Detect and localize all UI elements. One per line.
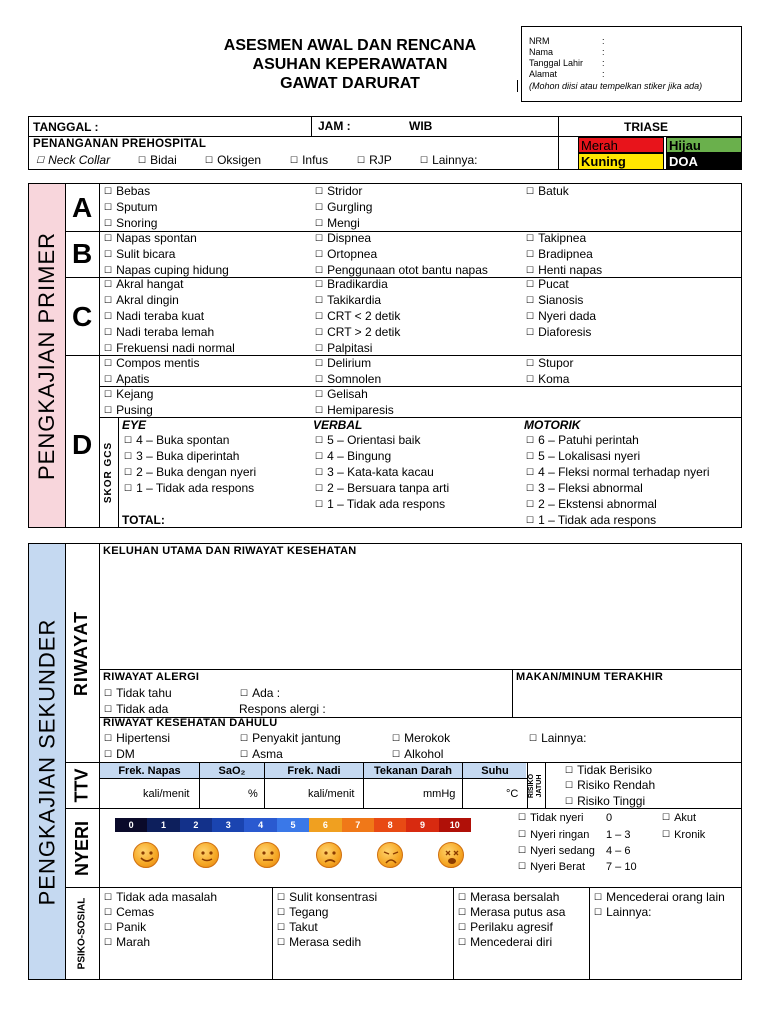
riwayat-label: RIWAYAT xyxy=(71,610,92,696)
colon: : xyxy=(602,47,605,57)
nyeri-sedang-range: 4 – 6 xyxy=(606,845,631,857)
pain-scale-cell[interactable]: 3 xyxy=(212,818,244,832)
pain-scale-bar xyxy=(115,818,471,832)
checkbox-ortopnea[interactable]: ☐ Ortopnea xyxy=(315,247,377,262)
checkbox-compos-mentis[interactable]: ☐ Compos mentis xyxy=(104,356,199,371)
checkbox-koma[interactable]: ☐ Koma xyxy=(526,372,569,387)
checkbox-alergi-tidak-tahu[interactable]: ☐ Tidak tahu xyxy=(104,686,172,701)
checkbox-bradikardia[interactable]: ☐ Bradikardia xyxy=(315,277,388,292)
checkbox-henti-napas[interactable]: ☐ Henti napas xyxy=(526,263,602,278)
checkbox-tidak-berisiko[interactable]: ☐ Tidak Berisiko xyxy=(565,763,652,778)
psiko-col-3 xyxy=(589,887,590,980)
checkbox-alergi-ada[interactable]: ☐ Ada : xyxy=(240,686,280,701)
colon: : xyxy=(602,69,605,79)
pain-face-8-icon xyxy=(377,842,403,868)
checkbox-eye-1[interactable]: ☐ 1 – Tidak ada respons xyxy=(124,481,254,496)
wib-label: WIB xyxy=(409,119,433,133)
triage-doa-label: DOA xyxy=(669,154,698,169)
checkbox-verbal-2[interactable]: ☐ 2 – Bersuara tanpa arti xyxy=(315,481,449,496)
checkbox-cemas[interactable]: ☐ Cemas xyxy=(104,905,154,920)
checkbox-alergi-tidak-ada[interactable]: ☐ Tidak ada xyxy=(104,702,168,717)
checkbox-pucat[interactable]: ☐ Pucat xyxy=(526,277,569,292)
pain-scale-cell[interactable]: 1 xyxy=(147,818,179,832)
row-divider-d2 xyxy=(99,417,742,418)
pain-face-2-icon xyxy=(193,842,219,868)
pain-scale-cell[interactable]: 8 xyxy=(374,818,406,832)
checkbox-crt-lebih-2[interactable]: ☐ CRT > 2 detik xyxy=(315,325,400,340)
checkbox-somnolen[interactable]: ☐ Somnolen xyxy=(315,372,381,387)
checkbox-sulit-konsentrasi[interactable]: ☐ Sulit konsentrasi xyxy=(277,890,377,905)
checkbox-neck-collar[interactable]: ☐ Neck Collar xyxy=(36,153,110,168)
checkbox-dm[interactable]: ☐ DM xyxy=(104,747,135,762)
gcs-label-divider xyxy=(118,417,119,528)
checkbox-mencederai-diri[interactable]: ☐ Mencederai diri xyxy=(458,935,552,950)
airway-letter: A xyxy=(72,192,93,223)
sticker-note: (Mohon diisi atau tempelkan stiker jika ada) xyxy=(529,81,703,91)
pain-scale-cell[interactable]: 0 xyxy=(115,818,147,832)
checkbox-lainnya[interactable]: ☐ Lainnya: xyxy=(420,153,477,168)
form-title xyxy=(190,36,510,93)
triage-kuning[interactable] xyxy=(578,153,664,170)
checkbox-perilaku-agresif[interactable]: ☐ Perilaku agresif xyxy=(458,920,553,935)
checkbox-kronik[interactable]: ☐ Kronik xyxy=(662,828,705,842)
checkbox-penyakit-jantung[interactable]: ☐ Penyakit jantung xyxy=(240,731,341,746)
checkbox-alkohol[interactable]: ☐ Alkohol xyxy=(392,747,443,762)
ttv-header-sao2: SaO₂ xyxy=(218,765,246,777)
pain-face-6-icon xyxy=(316,842,342,868)
triage-merah-label: Merah xyxy=(581,138,618,153)
nrm-label: NRM xyxy=(529,36,550,46)
checkbox-takikardia[interactable]: ☐ Takikardia xyxy=(315,293,381,308)
checkbox-merasa-sedih[interactable]: ☐ Merasa sedih xyxy=(277,935,361,950)
checkbox-nadi-lemah[interactable]: ☐ Nadi teraba lemah xyxy=(104,325,214,340)
pain-scale-cell[interactable]: 2 xyxy=(180,818,212,832)
psiko-label: PSIKO-SOSIAL xyxy=(76,897,88,970)
pain-face-0-icon xyxy=(133,842,159,868)
checkbox-nyeri-berat[interactable]: ☐ Nyeri Berat xyxy=(518,860,585,874)
checkbox-sputum[interactable]: ☐ Sputum xyxy=(104,200,157,215)
psiko-col-1 xyxy=(272,887,273,980)
checkbox-bebas[interactable]: ☐ Bebas xyxy=(104,184,150,199)
title-line-3: GAWAT DARURAT xyxy=(280,75,420,92)
checkbox-verbal-4[interactable]: ☐ 4 – Bingung xyxy=(315,449,391,464)
checkbox-diaforesis[interactable]: ☐ Diaforesis xyxy=(526,325,591,340)
alergi-title: RIWAYAT ALERGI xyxy=(103,671,200,683)
pain-scale-cell[interactable]: 7 xyxy=(342,818,374,832)
colon: : xyxy=(602,36,605,46)
checkbox-sulit-bicara[interactable]: ☐ Sulit bicara xyxy=(104,247,175,262)
ttv-header-nadi: Frek. Nadi xyxy=(287,765,341,777)
ttv-unit-tekanan-darah[interactable]: mmHg xyxy=(423,788,456,800)
ttv-unit-sao2[interactable]: % xyxy=(248,788,258,800)
checkbox-motorik-4[interactable]: ☐ 4 – Fleksi normal terhadap nyeri xyxy=(526,465,710,480)
nyeri-berat-range: 7 – 10 xyxy=(606,861,637,873)
checkbox-verbal-3[interactable]: ☐ 3 – Kata-kata kacau xyxy=(315,465,434,480)
triage-doa[interactable] xyxy=(666,153,742,170)
triase-label: TRIASE xyxy=(624,120,669,134)
triage-hijau-label: Hijau xyxy=(669,138,701,153)
keluhan-title: KELUHAN UTAMA DAN RIWAYAT KESEHATAN xyxy=(103,545,357,557)
checkbox-panik[interactable]: ☐ Panik xyxy=(104,920,146,935)
pain-scale-cell[interactable]: 4 xyxy=(244,818,276,832)
ttv-unit-napas[interactable]: kali/menit xyxy=(143,788,190,800)
checkbox-tidak-ada-masalah[interactable]: ☐ Tidak ada masalah xyxy=(104,890,217,905)
pain-scale-cell[interactable]: 9 xyxy=(406,818,438,832)
ttv-header-napas: Frek. Napas xyxy=(118,765,181,777)
ttv-label: TTV xyxy=(71,768,92,803)
checkbox-eye-2[interactable]: ☐ 2 – Buka dengan nyeri xyxy=(124,465,256,480)
jam-field[interactable]: JAM : xyxy=(318,119,351,133)
checkbox-bradipnea[interactable]: ☐ Bradipnea xyxy=(526,247,593,262)
title-line-1: ASESMEN AWAL DAN RENCANA xyxy=(223,37,477,54)
eye-title: EYE xyxy=(122,418,147,432)
riwayat-dahulu-title: RIWAYAT KESEHATAN DAHULU xyxy=(103,717,278,729)
nama-label: Nama xyxy=(529,47,554,57)
checkbox-batuk[interactable]: ☐ Batuk xyxy=(526,184,569,199)
checkbox-hemiparesis[interactable]: ☐ Hemiparesis xyxy=(315,403,394,418)
sekunder-side-label: PENGKAJIAN SEKUNDER xyxy=(34,618,60,905)
checkbox-infus[interactable]: ☐ Infus xyxy=(290,153,328,168)
checkbox-crt-kurang-2[interactable]: ☐ CRT < 2 detik xyxy=(315,309,400,324)
circulation-letter: C xyxy=(72,301,93,332)
info-col-divider xyxy=(311,116,312,136)
gcs-total[interactable]: TOTAL: xyxy=(122,513,165,527)
row-divider-d1 xyxy=(99,386,742,387)
pain-scale-cell[interactable]: 5 xyxy=(277,818,309,832)
checkbox-nyeri-ringan[interactable]: ☐ Nyeri ringan xyxy=(518,828,589,842)
primer-side-label: PENGKAJIAN PRIMER xyxy=(34,231,60,480)
checkbox-psiko-lainnya[interactable]: ☐ Lainnya: xyxy=(594,905,651,920)
checkbox-motorik-5[interactable]: ☐ 5 – Lokalisasi nyeri xyxy=(526,449,640,464)
checkbox-motorik-1[interactable]: ☐ 1 – Tidak ada respons xyxy=(526,513,656,528)
pain-scale-cell[interactable]: 6 xyxy=(309,818,341,832)
makan-minum-title: MAKAN/MINUM TERAKHIR xyxy=(516,671,664,683)
ttv-col-6 xyxy=(545,763,546,808)
info-triase-divider xyxy=(558,116,559,170)
checkbox-nyeri-sedang[interactable]: ☐ Nyeri sedang xyxy=(518,844,595,858)
checkbox-rjp[interactable]: ☐ RJP xyxy=(357,153,392,168)
tidak-nyeri-range: 0 xyxy=(606,812,613,824)
checkbox-snoring[interactable]: ☐ Snoring xyxy=(104,216,157,231)
tanggal-lahir-label: Tanggal Lahir xyxy=(529,58,584,68)
checkbox-risiko-tinggi[interactable]: ☐ Risiko Tinggi xyxy=(565,794,645,809)
checkbox-napas-cuping-hidung[interactable]: ☐ Napas cuping hidung xyxy=(104,263,229,278)
prehospital-title: PENANGANAN PREHOSPITAL xyxy=(33,138,207,150)
colon: : xyxy=(602,58,605,68)
checkbox-verbal-1[interactable]: ☐ 1 – Tidak ada respons xyxy=(315,497,445,512)
divider-alergi-makan xyxy=(512,669,513,717)
checkbox-stupor[interactable]: ☐ Stupor xyxy=(526,356,573,371)
checkbox-eye-3[interactable]: ☐ 3 – Buka diperintah xyxy=(124,449,239,464)
pain-scale-cell[interactable]: 10 xyxy=(439,818,471,832)
motorik-title: MOTORIK xyxy=(524,418,581,432)
respons-alergi-field[interactable]: Respons alergi : xyxy=(239,702,326,716)
triage-hijau[interactable] xyxy=(666,137,742,153)
ttv-unit-nadi[interactable]: kali/menit xyxy=(308,788,355,800)
triage-merah[interactable] xyxy=(578,137,664,153)
alamat-label: Alamat xyxy=(529,69,558,79)
checkbox-oksigen[interactable]: ☐ Oksigen xyxy=(205,153,261,168)
checkbox-akral-dingin[interactable]: ☐ Akral dingin xyxy=(104,293,179,308)
checkbox-nyeri-dada[interactable]: ☐ Nyeri dada xyxy=(526,309,596,324)
checkbox-akral-hangat[interactable]: ☐ Akral hangat xyxy=(104,277,183,292)
checkbox-verbal-5[interactable]: ☐ 5 – Orientasi baik xyxy=(315,433,420,448)
breathing-letter: B xyxy=(72,238,93,269)
checkbox-motorik-3[interactable]: ☐ 3 – Fleksi abnormal xyxy=(526,481,643,496)
checkbox-eye-4[interactable]: ☐ 4 – Buka spontan xyxy=(124,433,229,448)
checkbox-tegang[interactable]: ☐ Tegang xyxy=(277,905,328,920)
checkbox-gelisah[interactable]: ☐ Gelisah xyxy=(315,387,368,402)
checkbox-marah[interactable]: ☐ Marah xyxy=(104,935,150,950)
checkbox-tidak-nyeri[interactable]: ☐ Tidak nyeri xyxy=(518,811,583,825)
checkbox-mencederai-orang-lain[interactable]: ☐ Mencederai orang lain xyxy=(594,890,725,905)
checkbox-apatis[interactable]: ☐ Apatis xyxy=(104,372,149,387)
checkbox-delirium[interactable]: ☐ Delirium xyxy=(315,356,371,371)
checkbox-frekuensi-nadi-normal[interactable]: ☐ Frekuensi nadi normal xyxy=(104,341,235,356)
checkbox-dispnea[interactable]: ☐ Dispnea xyxy=(315,231,371,246)
divider-nyeri-psiko xyxy=(65,887,742,888)
verbal-title: VERBAL xyxy=(313,418,363,432)
checkbox-takipnea[interactable]: ☐ Takipnea xyxy=(526,231,586,246)
checkbox-stridor[interactable]: ☐ Stridor xyxy=(315,184,362,199)
disability-letter: D xyxy=(72,429,93,460)
checkbox-napas-spontan[interactable]: ☐ Napas spontan xyxy=(104,231,197,246)
checkbox-akut[interactable]: ☐ Akut xyxy=(662,811,696,825)
checkbox-takut[interactable]: ☐ Takut xyxy=(277,920,318,935)
tanggal-field[interactable]: TANGGAL : xyxy=(33,120,99,134)
title-line-2: ASUHAN KEPERAWATAN xyxy=(252,56,448,73)
checkbox-risiko-rendah[interactable]: ☐ Risiko Rendah xyxy=(565,778,655,793)
psiko-col-2 xyxy=(453,887,454,980)
nyeri-label: NYERI xyxy=(71,820,92,876)
checkbox-mengi[interactable]: ☐ Mengi xyxy=(315,216,360,231)
checkbox-otot-bantu-napas[interactable]: ☐ Penggunaan otot bantu napas xyxy=(315,263,488,278)
checkbox-gurgling[interactable]: ☐ Gurgling xyxy=(315,200,372,215)
ttv-header-tekanan-darah: Tekanan Darah xyxy=(373,765,453,777)
checkbox-merasa-bersalah[interactable]: ☐ Merasa bersalah xyxy=(458,890,559,905)
checkbox-hipertensi[interactable]: ☐ Hipertensi xyxy=(104,731,170,746)
checkbox-asma[interactable]: ☐ Asma xyxy=(240,747,283,762)
nyeri-ringan-range: 1 – 3 xyxy=(606,829,631,841)
pain-face-4-icon xyxy=(254,842,280,868)
risiko-jatuh-label: RISIKO JATUH xyxy=(528,773,544,798)
ttv-header-suhu: Suhu xyxy=(481,765,509,777)
checkbox-motorik-2[interactable]: ☐ 2 – Ekstensi abnormal xyxy=(526,497,657,512)
checkbox-pusing[interactable]: ☐ Pusing xyxy=(104,403,153,418)
checkbox-sianosis[interactable]: ☐ Sianosis xyxy=(526,293,583,308)
checkbox-merasa-putus-asa[interactable]: ☐ Merasa putus asa xyxy=(458,905,565,920)
ttv-unit-suhu[interactable]: °C xyxy=(506,788,519,800)
keluhan-textarea[interactable] xyxy=(100,558,741,668)
checkbox-kejang[interactable]: ☐ Kejang xyxy=(104,387,153,402)
checkbox-nadi-kuat[interactable]: ☐ Nadi teraba kuat xyxy=(104,309,204,324)
checkbox-riwayat-lainnya[interactable]: ☐ Lainnya: xyxy=(529,731,586,746)
checkbox-motorik-6[interactable]: ☐ 6 – Patuhi perintah xyxy=(526,433,639,448)
checkbox-bidai[interactable]: ☐ Bidai xyxy=(138,153,177,168)
pain-face-10-icon xyxy=(438,842,464,868)
gcs-skor-label: SKOR GCS xyxy=(103,441,115,504)
checkbox-merokok[interactable]: ☐ Merokok xyxy=(392,731,450,746)
triage-kuning-label: Kuning xyxy=(581,154,626,169)
cursor-mark xyxy=(517,80,518,92)
checkbox-palpitasi[interactable]: ☐ Palpitasi xyxy=(315,341,372,356)
